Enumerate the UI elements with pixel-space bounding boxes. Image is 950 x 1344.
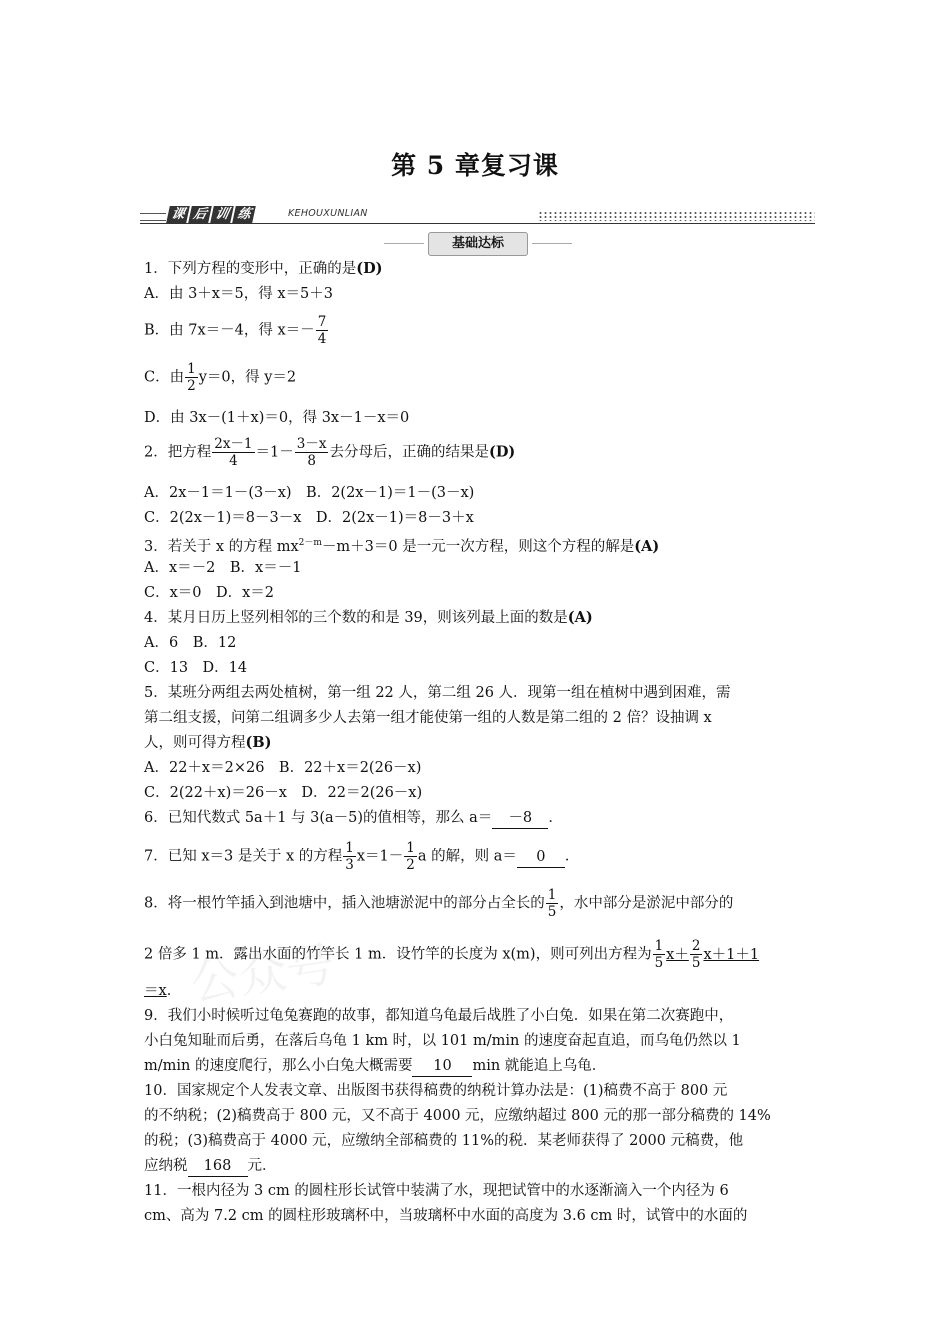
question-10-line-4: 应纳税 168 元． xyxy=(144,1156,277,1177)
question-9-line-1: 9．我们小时候听过龟兔赛跑的故事，都知道乌龟最后战胜了小白兔．如果在第二次赛跑中， xyxy=(144,1008,734,1024)
fraction: $\frac{1}{5}$ xyxy=(547,887,557,920)
banner-tag-char: 训 xyxy=(210,206,234,223)
banner-rule xyxy=(140,223,815,224)
question-5-line-3: 人，则可得方程(B) xyxy=(144,734,272,751)
question-8-line-3: ＝x． xyxy=(144,983,182,999)
question-6: 6．已知代数式 5a＋1 与 3(a－5)的值相等，那么 a＝ －8 ． xyxy=(144,808,563,829)
fraction: $\frac{2}{5}$ xyxy=(691,938,701,971)
page-title: 第 5 章复习课 xyxy=(391,151,559,180)
fraction: $\frac{1}{3}$ xyxy=(345,840,354,873)
fraction: $\frac{3-x}{8}$ xyxy=(296,436,327,469)
answer-underlined: $\frac{1}{5}$ x＋ $\frac{2}{5}$ x＋1＋1 xyxy=(654,938,760,971)
q1-option-c: C．由 $\frac{1}{2}$ y＝0，得 y＝2 xyxy=(144,361,297,394)
question-5-line-1: 5．某班分两组去两处植树，第一组 22 人，第二组 26 人．现第一组在植树中遇到困难，需 xyxy=(144,685,731,701)
watermark: 公众号 xyxy=(187,936,338,1012)
q5-options-ab: A．22＋x＝2×26 B．22＋x＝2(26－x) xyxy=(144,760,422,776)
q2-options-cd: C．2(2x－1)＝8－3－x D．2(2x－1)＝8－3＋x xyxy=(144,510,474,526)
question-10-line-2: 的不纳税；(2)稿费高于 800 元，又不高于 4000 元，应缴纳超过 800 元的那一部分稿费的 14% xyxy=(144,1108,771,1124)
answer: (D) xyxy=(488,443,516,461)
question-1-stem: 1．下列方程的变形中，正确的是(D) xyxy=(144,260,383,277)
q4-options-cd: C．13 D．14 xyxy=(144,660,248,676)
answer-blank: －8 xyxy=(492,808,548,829)
question-5-line-2: 第二组支援，问第二组调多少人去第一组才能使第一组的人数是第二组的 2 倍？设抽调 x xyxy=(144,710,712,726)
banner-english: KEHOUXUNLIAN xyxy=(288,208,368,219)
answer: (D) xyxy=(356,260,383,277)
question-11-line-2: cm、高为 7.2 cm 的圆柱形玻璃杯中，当玻璃杯中水面的高度为 3.6 cm 时，试管中的水面的 xyxy=(144,1208,748,1224)
answer: (B) xyxy=(245,734,272,751)
question-7: 7．已知 x＝3 是关于 x 的方程 $\frac{1}{3}$ x＝1－ $\frac{1}{2}$ a 的解，则 a＝ 0 ． xyxy=(144,840,580,873)
q3-options-cd: C．x＝0 D．x＝2 xyxy=(144,585,275,601)
fraction: $\frac{7}{4}$ xyxy=(317,314,327,347)
q2-options-ab: A．2x－1＝1－(3－x) B．2(2x－1)＝1－(3－x) xyxy=(144,485,475,501)
question-10-line-3: 的税；(3)稿费高于 4000 元，应缴纳全部稿费的 11%的税．某老师获得了 2000 元稿费，他 xyxy=(144,1133,744,1149)
fraction: $\frac{1}{2}$ xyxy=(187,361,196,394)
answer-blank: 10 xyxy=(412,1056,472,1077)
answer: (A) xyxy=(567,609,593,626)
banner-tag-char: 后 xyxy=(188,206,212,223)
banner-dot-pattern xyxy=(538,211,815,221)
question-3-stem: 3．若关于 x 的方程 $mx^{2-m}-m+3=0$ 是一元一次方程，则这个方程的解是(A) xyxy=(144,537,660,555)
answer: (A) xyxy=(634,537,660,555)
question-2-stem: 2．把方程 $\frac{2x-1}{4}$ ＝1－ $\frac{3-x}{8}$ 去分母后，正确的结果是(D) xyxy=(144,436,516,469)
question-9-line-2: 小白兔知耻而后勇，在落后乌龟 1 km 时，以 101 m/min 的速度奋起直追，而乌龟仍然以 1 xyxy=(144,1033,741,1049)
q4-options-ab: A．6 B．12 xyxy=(144,635,237,651)
fraction: $\frac{1}{5}$ xyxy=(654,938,664,971)
q5-options-cd: C．2(22＋x)＝26－x D．22＝2(26－x) xyxy=(144,785,423,801)
q1-option-a: A．由 3＋x＝5，得 x＝5＋3 xyxy=(144,286,333,302)
q1-option-d: D．由 3x－(1＋x)＝0，得 3x－1－x＝0 xyxy=(144,410,410,426)
question-9-line-3: m/min 的速度爬行，那么小白兔大概需要 10 min 就能追上乌龟． xyxy=(144,1056,606,1077)
section-banner xyxy=(140,206,815,226)
answer-blank: 0 xyxy=(517,847,565,868)
banner-decoration-bars xyxy=(140,213,166,221)
section-label: 基础达标 xyxy=(428,232,528,256)
fraction: $\frac{1}{2}$ xyxy=(406,840,415,873)
question-4-stem: 4．某月日历上竖列相邻的三个数的和是 39，则该列最上面的数是(A) xyxy=(144,609,593,626)
question-10-line-1: 10．国家规定个人发表文章、出版图书获得稿费的纳税计算办法是：(1)稿费不高于 800 元 xyxy=(144,1083,728,1099)
question-8-line-2: 2 倍多 1 m．露出水面的竹竿长 1 m．设竹竿的长度为 x(m)，则可列出方程为 $\frac{1}{5}$ x＋ $\frac{2}{5}$ x＋1＋1 xyxy=(144,938,760,971)
q1-option-b: B．由 7x＝－4，得 x＝－ $\frac{7}{4}$ xyxy=(144,314,327,347)
question-11-line-1: 11．一根内径为 3 cm 的圆柱形长试管中装满了水，现把试管中的水逐渐滴入一个内径为 6 xyxy=(144,1183,729,1199)
question-8-line-1: 8．将一根竹竿插入到池塘中，插入池塘淤泥中的部分占全长的 $\frac{1}{5}$ ，水中部分是淤泥中部分的 xyxy=(144,887,734,920)
q3-options-ab: A．x＝－2 B．x＝－1 xyxy=(144,560,302,576)
banner-tag-char: 练 xyxy=(232,206,256,223)
fraction: $\frac{2x-1}{4}$ xyxy=(214,436,253,469)
answer-blank: 168 xyxy=(188,1156,248,1177)
banner-tag xyxy=(168,206,256,224)
banner-tag-char: 课 xyxy=(166,206,190,223)
